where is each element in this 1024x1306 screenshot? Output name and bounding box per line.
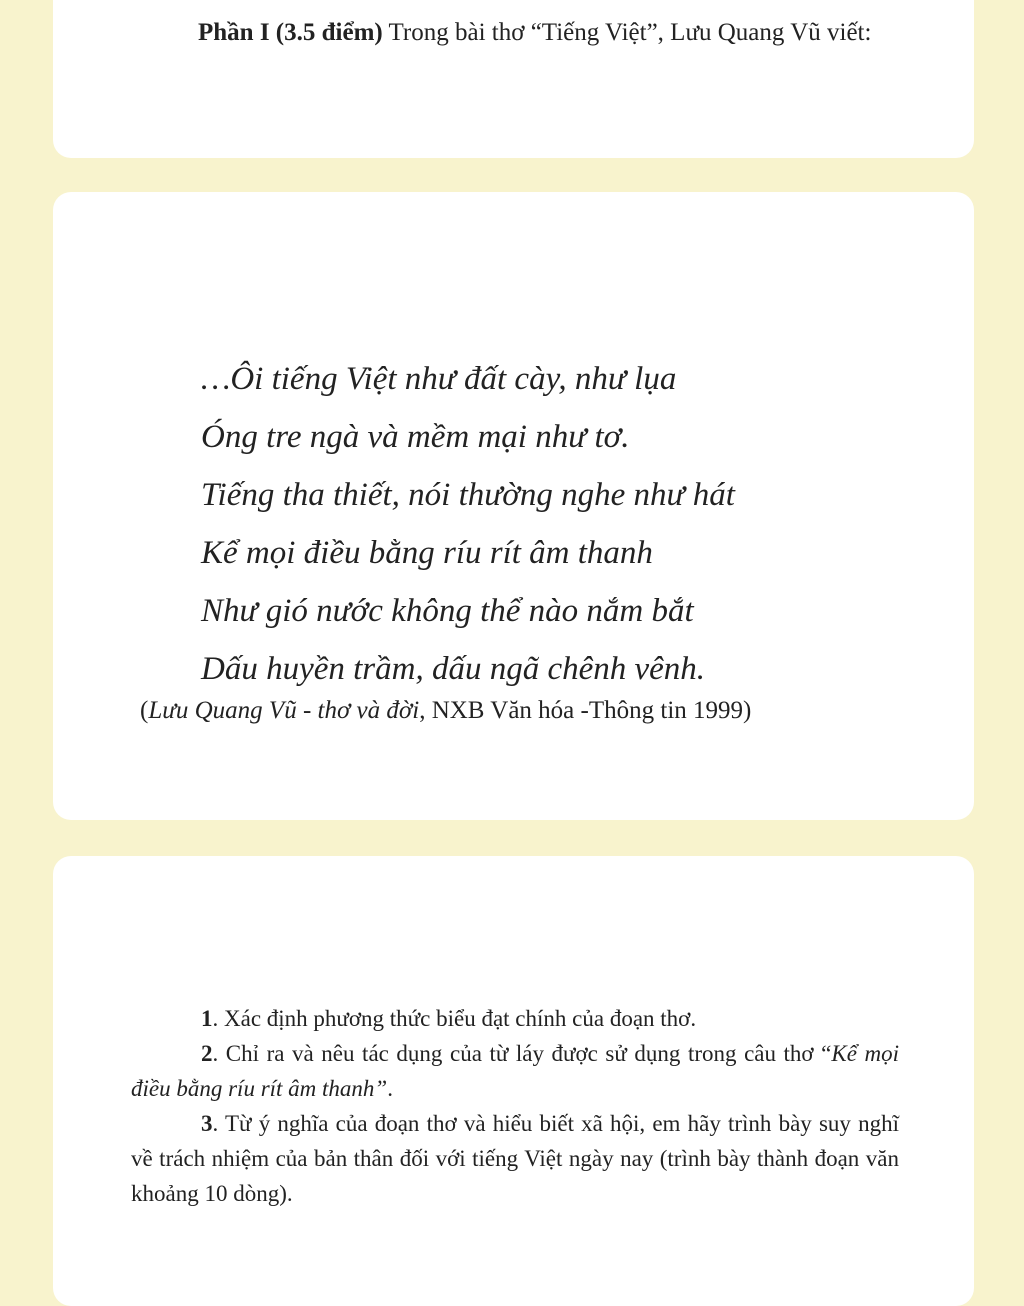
intro-card <box>53 0 974 158</box>
poem-line: Như gió nước không thể nào nắm bắt <box>201 593 694 629</box>
question-number: 1 <box>201 1006 213 1031</box>
question-text-end: . <box>387 1076 393 1101</box>
source-title: Lưu Quang Vũ - thơ và đời <box>148 697 420 724</box>
question-item <box>131 1106 899 1211</box>
intro-text: Trong bài thơ “Tiếng Việt”, Lưu Quang Vũ viết: <box>382 19 872 46</box>
poem-card <box>53 192 974 820</box>
intro-paragraph <box>126 16 906 50</box>
source-open: ( <box>140 697 149 724</box>
part-heading: Phần I (3.5 điểm) <box>198 19 383 46</box>
question-number: 2 <box>201 1041 213 1066</box>
question-list <box>131 1001 899 1211</box>
poem-source <box>140 697 751 725</box>
question-text: . Chỉ ra và nêu tác dụng của từ láy được sử dụng trong câu thơ “ <box>212 1041 832 1066</box>
poem-line: Tiếng tha thiết, nói thường nghe như hát <box>201 477 735 513</box>
source-publisher: , NXB Văn hóa -Thông tin 1999) <box>419 697 752 724</box>
question-text: . Xác định phương thức biểu đạt chính của đoạn thơ. <box>212 1006 697 1031</box>
poem-line: …Ôi tiếng Việt như đất cày, như lụa <box>201 361 677 397</box>
poem-line: Dấu huyền trầm, dấu ngã chênh vênh. <box>201 651 706 687</box>
question-item <box>131 1001 899 1036</box>
question-item <box>131 1036 899 1106</box>
questions-card <box>53 856 974 1306</box>
poem-line: Óng tre ngà và mềm mại như tơ. <box>201 419 630 455</box>
poem-line: Kể mọi điều bằng ríu rít âm thanh <box>201 535 653 571</box>
question-quote: Kể mọi điều bằng ríu rít âm thanh” <box>131 1041 899 1101</box>
question-text: . Từ ý nghĩa của đoạn thơ và hiểu biết xã hội, em hãy trình bày suy nghĩ về trách nhiệm của bản thân đối với tiếng Việt ngày nay (trình bày thành đoạn văn khoảng 10 dòng). <box>131 1111 899 1206</box>
poem-excerpt <box>201 350 735 698</box>
question-number: 3 <box>201 1111 213 1136</box>
